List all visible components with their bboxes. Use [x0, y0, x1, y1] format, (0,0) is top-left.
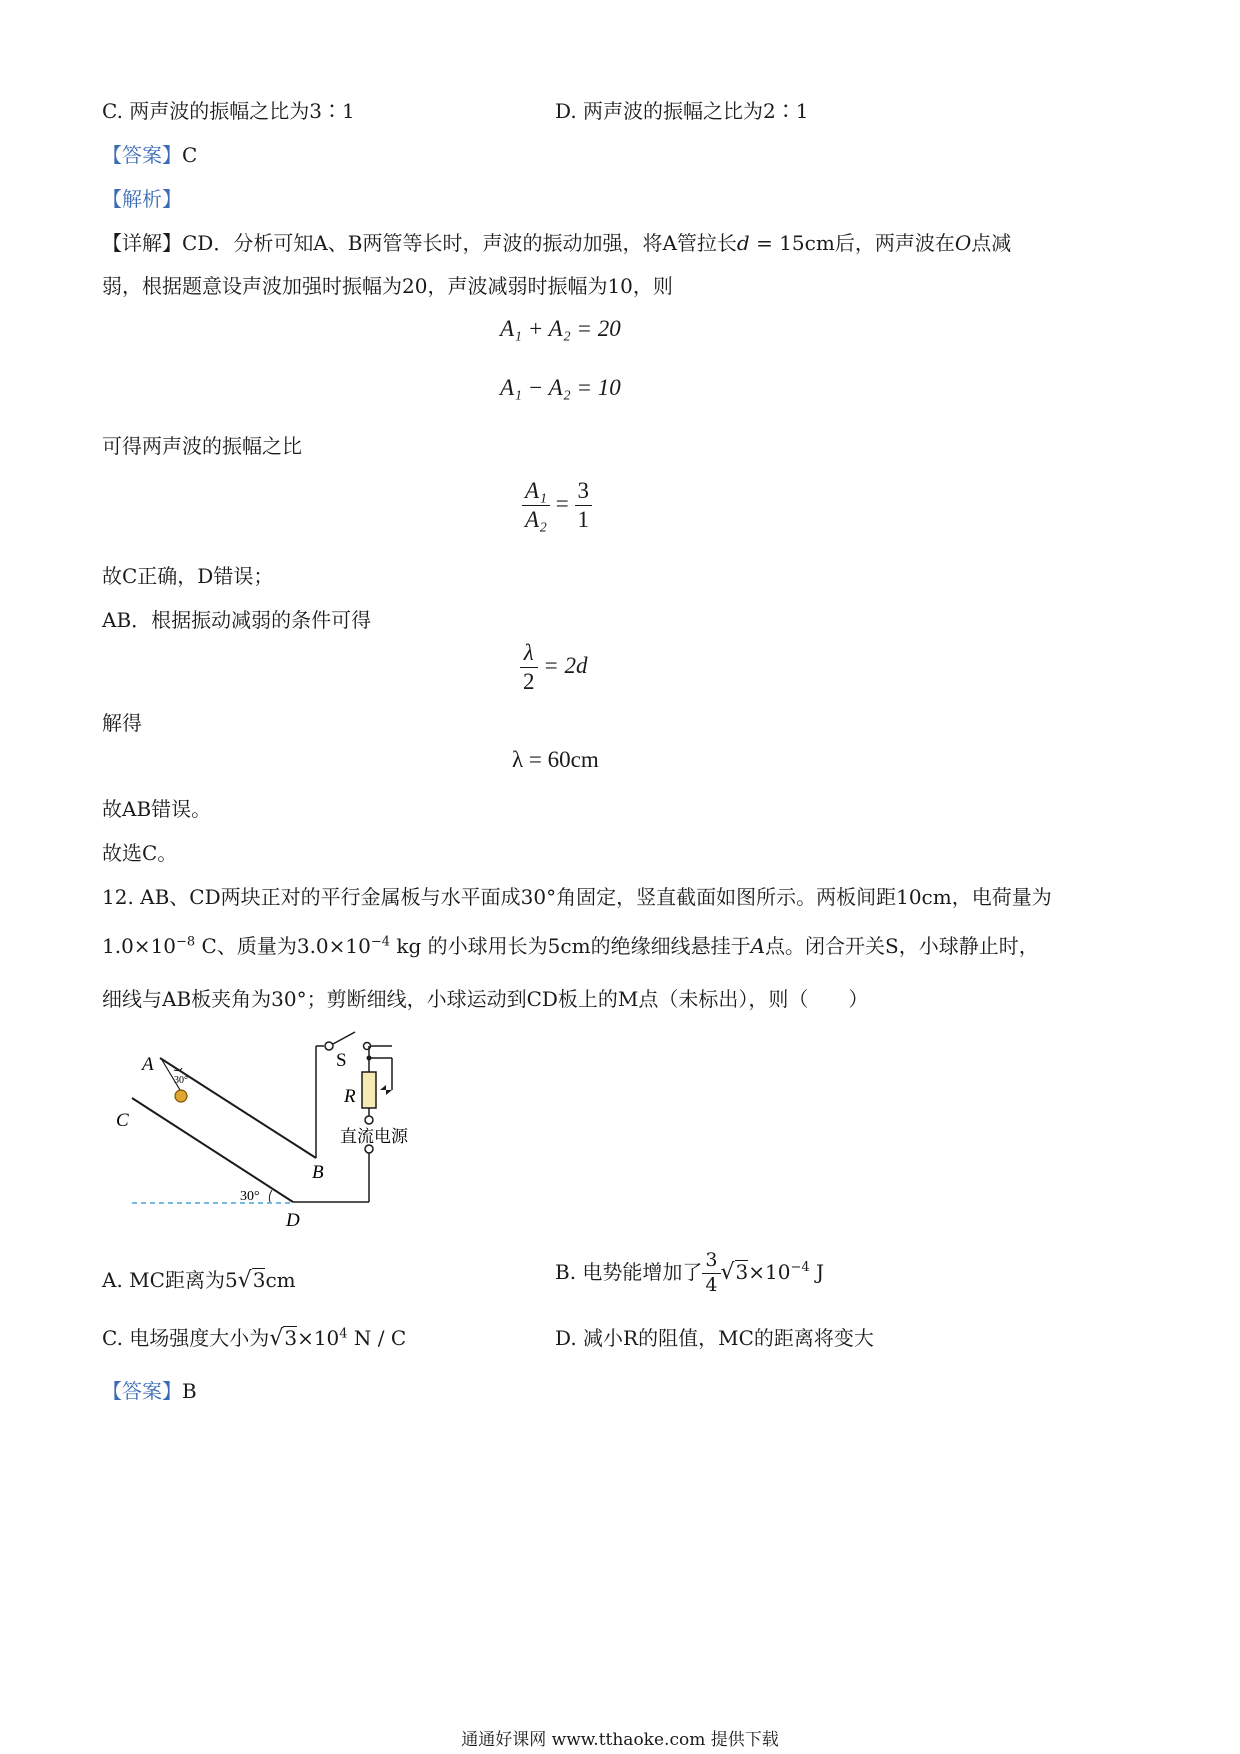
- equation-wavelength-condition: [520, 640, 588, 696]
- conclusion-1: 故C正确，D错误；: [102, 564, 274, 588]
- var-a: A: [750, 934, 766, 958]
- var-d: d: [736, 231, 750, 255]
- resistor: [362, 1072, 376, 1108]
- detail-line-1: [102, 227, 1011, 256]
- plate-cd: [132, 1098, 293, 1202]
- option-b-unit: J: [809, 1259, 825, 1284]
- option-c: C. 两声波的振幅之比为3∶1: [102, 99, 355, 123]
- switch-blade: [333, 1032, 355, 1044]
- label-c: C: [116, 1110, 129, 1131]
- option-a-text: A. MC距离为5: [102, 1268, 238, 1292]
- lambda-den: 2: [523, 669, 535, 695]
- option-d: D. 两声波的振幅之比为2∶1: [555, 99, 809, 123]
- q12-charge-exp: −8: [176, 934, 196, 950]
- q12-line-1: 12. AB、CD两块正对的平行金属板与水平面成30°角固定，竖直截面如图所示。两板间距10cm，电荷量为: [102, 885, 1052, 909]
- option-c-exp: 4: [339, 1326, 348, 1342]
- equation-diff: A₁ − A₂ = 10: [500, 375, 621, 400]
- label-r: R: [344, 1086, 356, 1107]
- lambda-rhs: = 2d: [543, 653, 588, 679]
- ratio-den: A₂: [525, 507, 548, 533]
- angle-label-bottom: 30°: [240, 1189, 260, 1204]
- analysis-label: 【解析】: [102, 187, 182, 211]
- ratio-rhs-den: 1: [577, 507, 590, 533]
- q12-option-a: A. MC距离为5√3cm: [102, 1268, 296, 1293]
- switch-terminal-left: [325, 1042, 333, 1050]
- detail-text-1a: CD．分析可知A、B两管等长时，声波的振动加强，将A管拉长: [182, 231, 737, 255]
- option-a-sqrt: 3: [252, 1268, 266, 1292]
- charged-ball: [175, 1090, 187, 1102]
- label-power: 直流电源: [340, 1127, 408, 1147]
- option-a-unit: cm: [265, 1268, 296, 1292]
- label-s: S: [336, 1050, 347, 1071]
- equation-ratio: $\frac{\text{A₁}}{\text{A₂}}$ = $\frac{3}{1}$: [522, 478, 592, 534]
- angle-label-top: 30°: [174, 1075, 188, 1086]
- ab-text: AB．根据振动减弱的条件可得: [102, 608, 372, 632]
- label-b: B: [312, 1162, 324, 1183]
- equation-sum: A₁ + A₂ = 20: [500, 316, 621, 341]
- option-b-den: 4: [705, 1273, 718, 1296]
- equation-lambda: λ = 60cm: [512, 747, 599, 772]
- q12-line2-end: 点。闭合开关S，小球静止时，: [765, 934, 1039, 958]
- q12-line-2: [102, 930, 1039, 959]
- plate-ab: [160, 1058, 316, 1158]
- label-d: D: [286, 1210, 300, 1231]
- q12-answer-label: 【答案】: [102, 1379, 182, 1403]
- detail-text-1b: = 15cm后，两声波在: [749, 231, 955, 255]
- answer-label: 【答案】: [102, 143, 182, 167]
- choose-text: 故选C。: [102, 841, 178, 865]
- option-c-sqrt: 3: [284, 1326, 298, 1350]
- q12-mass-exp: −4: [370, 934, 391, 950]
- detail-label: 【详解】: [102, 231, 182, 255]
- q12-answer-line: [102, 1375, 197, 1404]
- ratio-text: 可得两声波的振幅之比: [102, 434, 302, 458]
- detail-line-2: 弱，根据题意设声波加强时振幅为20，声波减弱时振幅为10，则: [102, 274, 673, 298]
- option-b-sqrt: 3: [735, 1259, 749, 1284]
- power-terminal-top: [365, 1116, 373, 1124]
- q12-charge: 1.0×10: [102, 934, 177, 958]
- ratio-rhs-num: 3: [575, 478, 593, 506]
- rheostat-arrow: [380, 1085, 392, 1095]
- option-c-unit: N / C: [347, 1326, 407, 1350]
- option-b-num: 3: [702, 1250, 720, 1274]
- lambda-num: λ: [520, 640, 538, 668]
- option-b-text: B. 电势能增加了: [555, 1259, 703, 1284]
- detail-text-1c: 点减: [971, 231, 1012, 255]
- ratio-num: A₁: [522, 478, 550, 506]
- answer-line: [102, 139, 197, 168]
- footer: 通通好课网 www.tthaoke.com 提供下载: [461, 1730, 779, 1750]
- capacitor-figure: [110, 1028, 440, 1238]
- q12-line-3: 细线与AB板夹角为30°；剪断细线，小球运动到CD板上的M点（未标出），则（ ）: [102, 987, 869, 1011]
- q12-mass: C、质量为3.0×10: [195, 934, 371, 958]
- q12-option-b: B. 电势能增加了 $\frac{3}{4}$ $√3\times 10^{-4}$ J: [555, 1249, 825, 1296]
- angle-arc-bottom: [269, 1190, 272, 1202]
- conclusion-2: 故AB错误。: [102, 797, 212, 821]
- option-b-suffix: ×10: [748, 1259, 791, 1284]
- solve-text: 解得: [102, 711, 142, 735]
- q12-option-c: C. 电场强度大小为$√3\times 10^4$ N / C: [102, 1326, 407, 1351]
- q12-answer-value: B: [182, 1379, 197, 1403]
- option-c-text: C. 电场强度大小为: [102, 1326, 270, 1350]
- answer-value: C: [182, 143, 198, 167]
- label-a: A: [142, 1054, 154, 1075]
- q12-option-d: D. 减小R的阻值，MC的距离将变大: [555, 1326, 874, 1350]
- q12-line2-text: kg 的小球用长为5cm的绝缘细线悬挂于: [390, 934, 751, 958]
- option-c-suffix: ×10: [297, 1326, 340, 1350]
- var-o: O: [954, 231, 972, 255]
- option-b-exp: −4: [790, 1260, 810, 1276]
